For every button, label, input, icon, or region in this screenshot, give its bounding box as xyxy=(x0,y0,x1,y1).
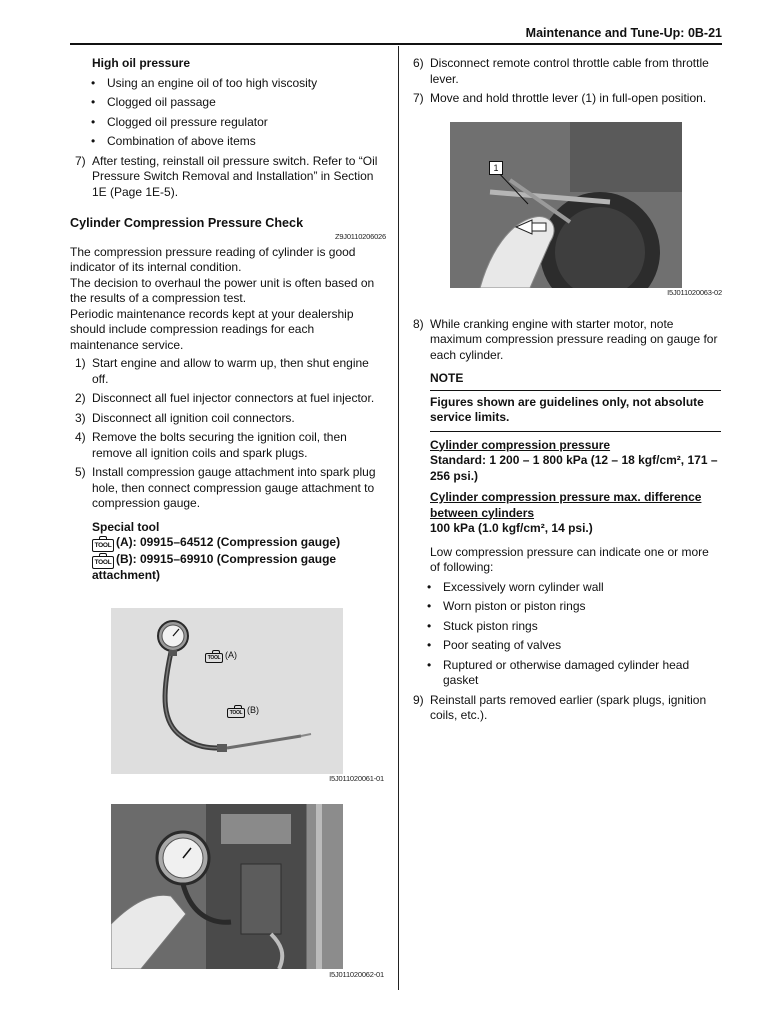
special-tool-heading: Special tool xyxy=(92,519,160,534)
step-text: Install compression gauge attachment into spark plug hole, then connect compression gauge attachment to compression gauge. xyxy=(92,465,376,510)
note-box: Figures shown are guidelines only, not absolute service limits. xyxy=(430,390,721,432)
step-text: Move and hold throttle lever (1) in full-open position. xyxy=(430,91,707,105)
step-8-cranking xyxy=(413,317,721,364)
section-title xyxy=(70,216,386,231)
compression-gauge-photo xyxy=(111,608,343,774)
step-number: 7) xyxy=(413,91,424,105)
step-number: 6) xyxy=(413,56,424,70)
figure-code: I5J011020062-01 xyxy=(329,970,384,979)
step-item xyxy=(413,91,721,107)
list-item: • Combination of above items xyxy=(70,134,386,150)
step-text: Disconnect all ignition coil connectors. xyxy=(92,410,295,425)
engine-illustration xyxy=(111,804,343,969)
high-oil-pressure-list xyxy=(70,76,386,150)
step-text: Start engine and allow to warm up, then shut engine off. xyxy=(92,356,369,386)
spec-value: Standard: 1 200 – 1 800 kPa (12 – 18 kgf/cm², 171 – 256 psi.) xyxy=(430,453,718,483)
paragraph: The decision to overhaul the power unit is often based on the results of a compression test. xyxy=(70,275,375,305)
throttle-illustration xyxy=(450,122,682,288)
list-item: • Using an engine oil of too high viscosity xyxy=(70,76,386,92)
step-text: While cranking engine with starter motor, note maximum compression pressure reading on gauge for each cylinder. xyxy=(430,316,718,362)
special-tool-block xyxy=(92,520,386,570)
step-text: Disconnect remote control throttle cable from throttle lever. xyxy=(430,56,709,86)
step-number: 2) xyxy=(75,391,86,405)
step-item xyxy=(413,56,721,87)
spec-title: Cylinder compression pressure xyxy=(430,437,611,452)
high-oil-pressure-heading: High oil pressure xyxy=(92,56,191,70)
paragraph: Periodic maintenance records kept at your dealership should include compression readings for each maintenance service. xyxy=(70,306,354,352)
left-column xyxy=(70,56,386,584)
step-text: Reinstall parts removed earlier (spark plugs, ignition coils, etc.). xyxy=(430,692,707,722)
low-compression-list xyxy=(413,580,721,689)
spec-compression-pressure xyxy=(430,438,721,485)
step-number: 5) xyxy=(75,465,86,479)
list-item: • Excessively worn cylinder wall xyxy=(413,580,721,596)
list-item: • Stuck piston rings xyxy=(413,619,721,635)
step-item xyxy=(70,465,386,512)
step-number: 9) xyxy=(413,692,424,707)
compression-gauge-illustration xyxy=(111,608,343,774)
gauge-on-engine-photo xyxy=(111,804,343,969)
step-number: 3) xyxy=(75,410,86,425)
list-item: • Ruptured or otherwise damaged cylinder head gasket xyxy=(413,658,721,689)
figure-code: I5J011020061-01 xyxy=(329,774,384,783)
tool-a-line xyxy=(92,535,386,552)
spec-title: Cylinder compression pressure max. difference between cylinders xyxy=(430,490,702,520)
step-item xyxy=(70,391,386,407)
throttle-lever-photo xyxy=(450,122,682,288)
step-text: Disconnect all fuel injector connectors at fuel injector. xyxy=(92,391,375,405)
low-compression-intro: Low compression pressure can indicate one or more of following: xyxy=(430,544,709,574)
tool-b-text: (B): 09915–69910 (Compression gauge xyxy=(116,552,337,566)
spec-max-difference xyxy=(430,490,721,537)
list-item: • Clogged oil passage xyxy=(70,95,386,111)
note-heading: NOTE xyxy=(430,371,464,385)
list-item: • Poor seating of valves xyxy=(413,638,721,654)
tool-icon: TOOL xyxy=(92,556,114,569)
tool-a-callout xyxy=(205,650,237,663)
tool-b-continuation: attachment) xyxy=(92,568,161,582)
step-number: 8) xyxy=(413,316,424,331)
page-header: Maintenance and Tune-Up: 0B-21 xyxy=(525,26,722,40)
tool-a-text: (A): 09915–64512 (Compression gauge) xyxy=(116,535,341,549)
step-item xyxy=(70,430,386,461)
figure-code: I5J011020063-02 xyxy=(667,288,722,297)
step-text: Remove the bolts securing the ignition coil, then remove all ignition coils and spark plugs. xyxy=(92,430,347,460)
callout-label: (A) xyxy=(225,650,237,660)
step-item xyxy=(70,411,386,427)
spec-value: 100 kPa (1.0 kgf/cm², 14 psi.) xyxy=(430,521,593,535)
tool-icon: TOOL xyxy=(205,653,223,663)
callout-label: (B) xyxy=(247,705,259,715)
step-item xyxy=(70,356,386,387)
step-7-reinstall-switch xyxy=(70,154,386,201)
step-number: 7) xyxy=(75,153,86,168)
list-item: • Clogged oil pressure regulator xyxy=(70,115,386,131)
step-number: 1) xyxy=(75,356,86,370)
header-rule xyxy=(70,43,722,45)
paragraph: The compression pressure reading of cylinder is good indicator of its internal condition. xyxy=(70,244,356,274)
step-number: 4) xyxy=(75,430,86,444)
callout-1: 1 xyxy=(489,161,503,175)
tool-icon: TOOL xyxy=(92,539,114,552)
section-code: Z9J0110206026 xyxy=(334,232,386,241)
column-divider xyxy=(398,46,399,990)
list-item: • Worn piston or piston rings xyxy=(413,599,721,615)
step-text: After testing, reinstall oil pressure switch. Refer to “Oil Pressure Switch Removal and Installation” in Section 1E (Page 1E-5). xyxy=(92,153,378,199)
tool-icon: TOOL xyxy=(227,708,245,718)
tool-b-line xyxy=(92,552,386,569)
step-9-reinstall xyxy=(413,693,721,724)
tool-b-callout xyxy=(227,705,259,718)
section-title-text: Cylinder Compression Pressure Check xyxy=(70,216,304,230)
